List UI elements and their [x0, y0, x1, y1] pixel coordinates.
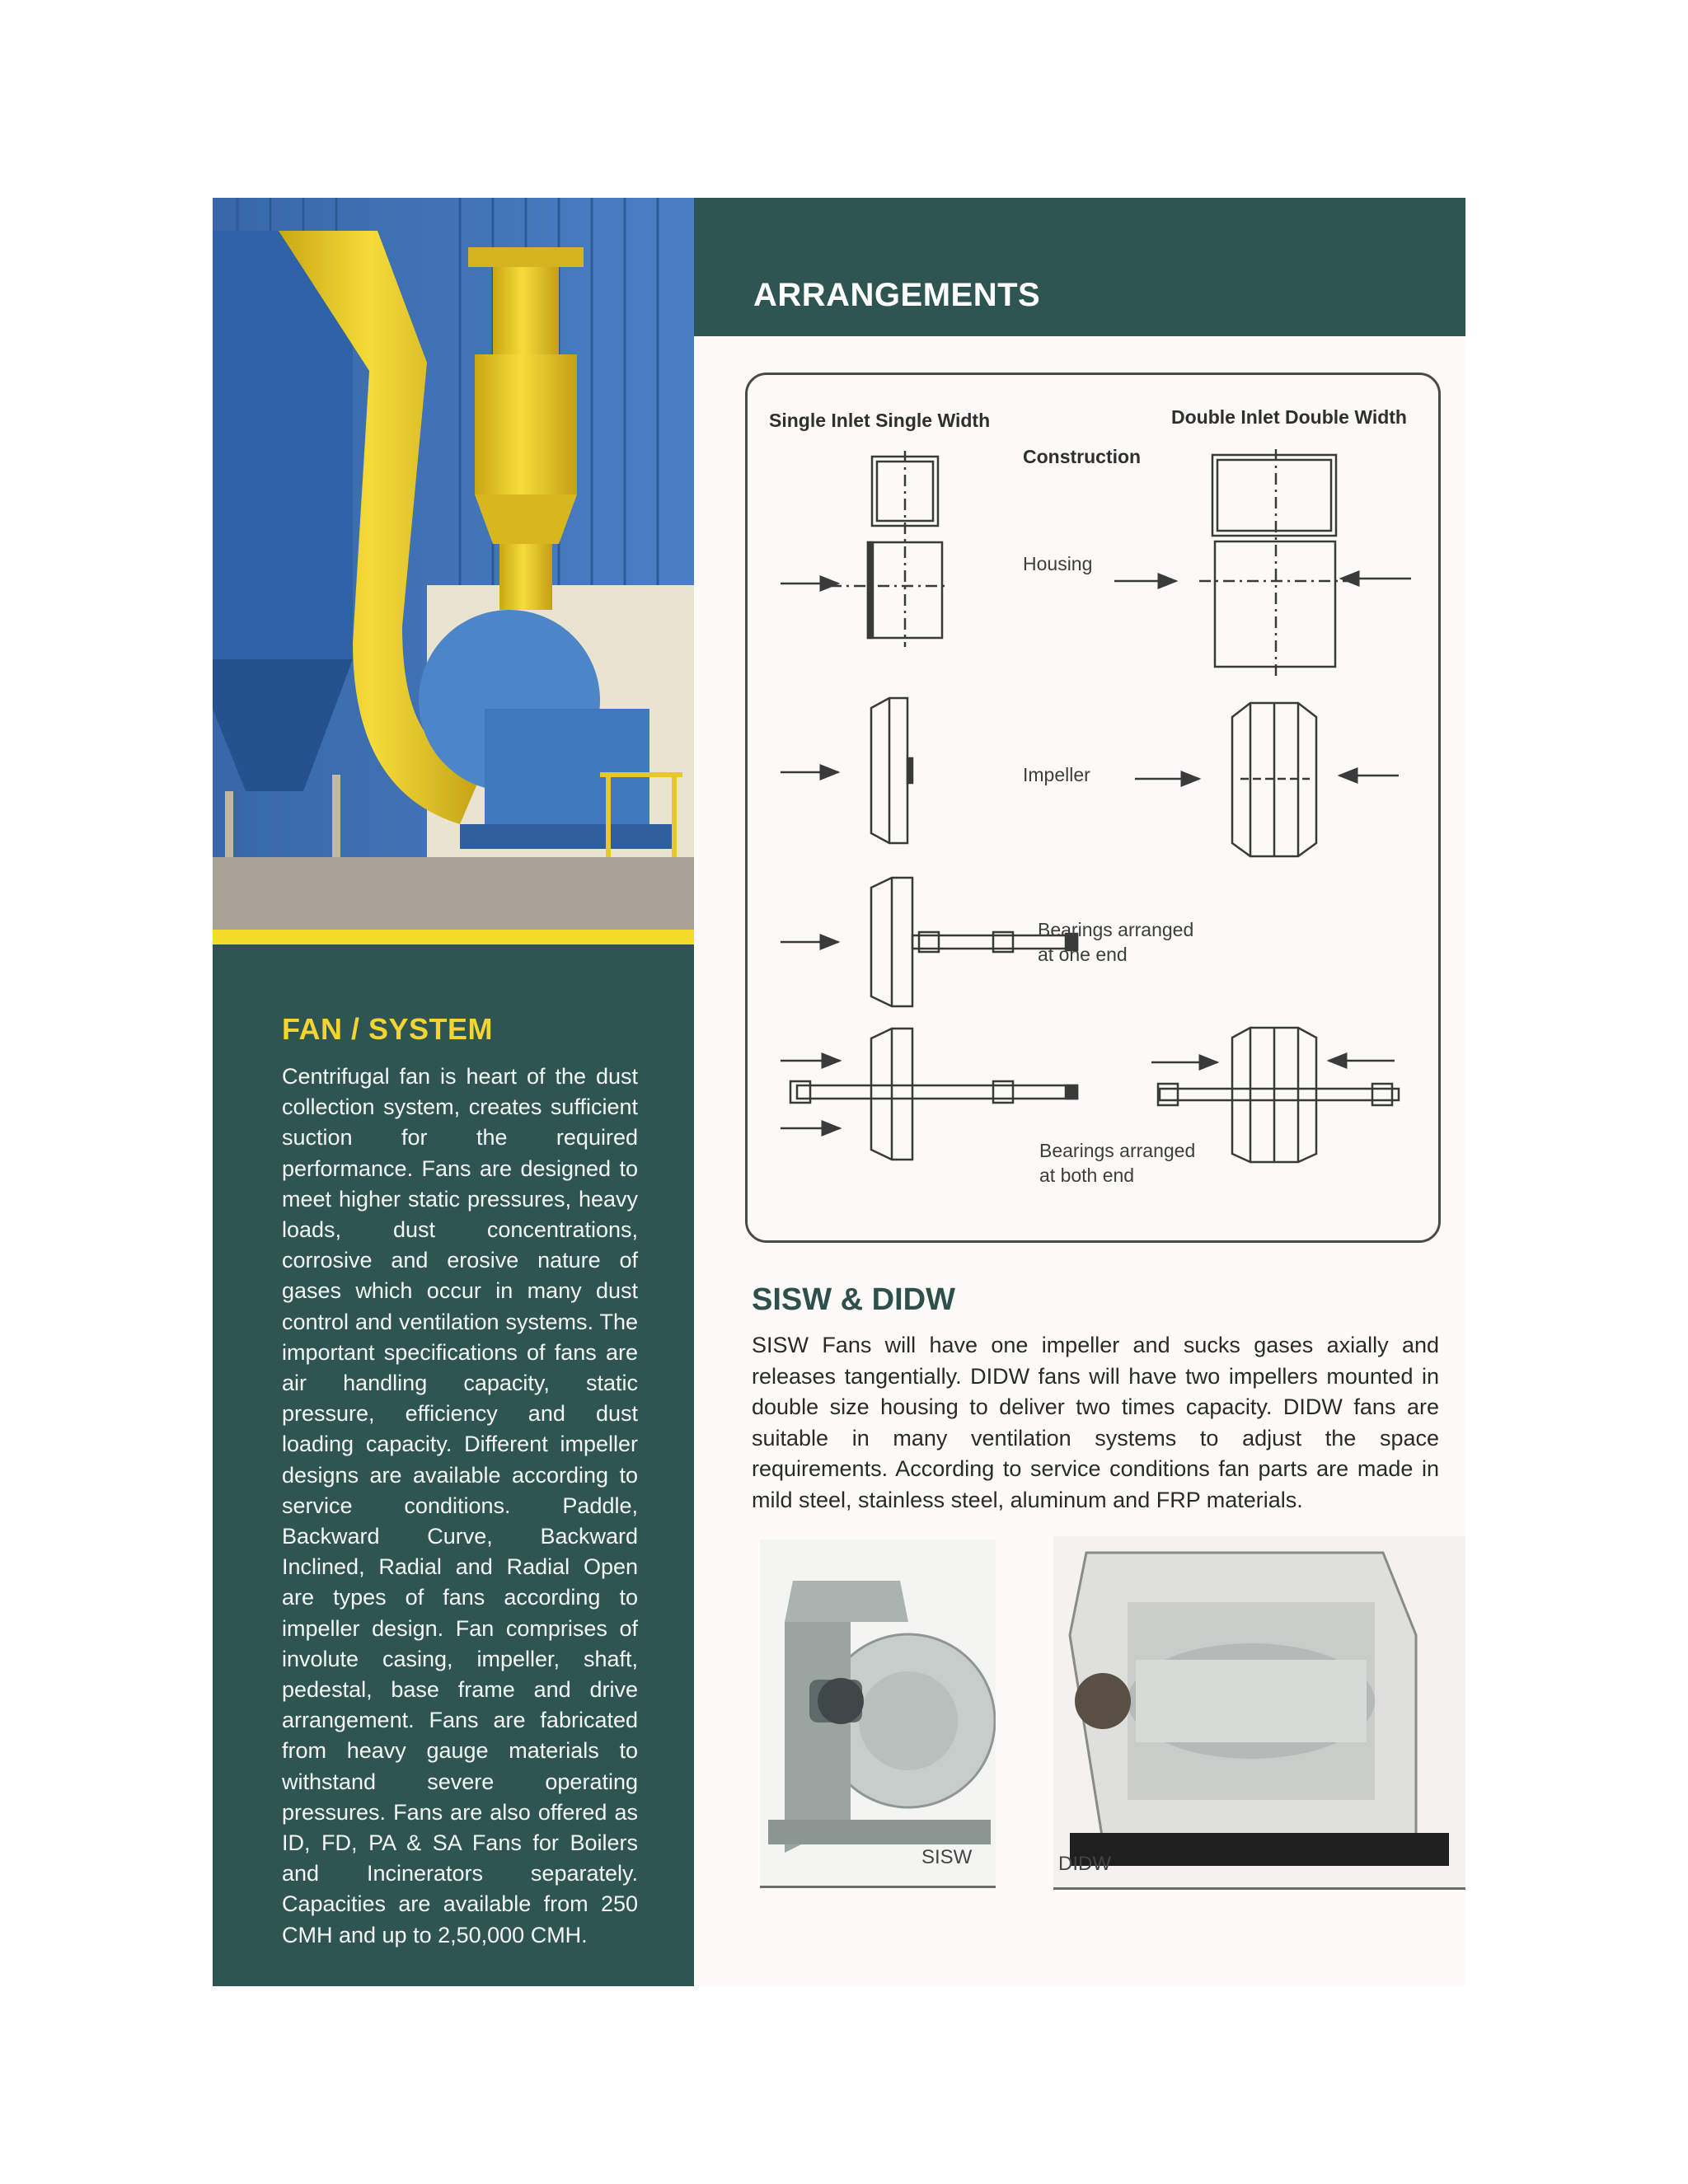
didw-housing-drawing	[1114, 449, 1411, 677]
bearings-one-end-label-line1: Bearings arranged	[1038, 919, 1194, 940]
arrangements-diagram	[745, 373, 1441, 1243]
sisw-didw-title: SISW & DIDW	[752, 1282, 955, 1317]
didw-fan-photo	[1053, 1536, 1465, 1890]
fan-system-title: FAN / SYSTEM	[282, 1012, 494, 1046]
didw-caption: DIDW	[1058, 1853, 1111, 1875]
housing-label: Housing	[1023, 553, 1093, 574]
didw-impeller-drawing	[1135, 703, 1399, 856]
fan-system-body: Centrifugal fan is heart of the dust collection system, creates sufficient suction for the required performance. Fans are designed to meet higher static pressures, heavy loads, dust concentrations, corrosive and erosive nature of gases which occur in many dust control and ventilation systems. The important specifications of fans are air handling capacity, static pressure, efficiency and dust loading capacity. Different impeller designs are available according to service conditions. Paddle, Backward Curve, Backward Inclined, Radial and Radial Open are types of fans according to impeller design. Fan comprises of involute casing, impeller, shaft, pedestal, base frame and drive arrangement. Fans are fabricated from heavy gauge materials to withstand severe operating pressures. Fans are also offered as ID, FD, PA & SA Fans for Boilers and Incinerators separately. Capacities are available from 250 CMH and up to 2,50,000 CMH.	[282, 1064, 638, 1947]
yellow-divider	[213, 930, 694, 944]
brochure-page	[213, 198, 1465, 1986]
bearings-both-end-label-line2: at both end	[1039, 1165, 1135, 1186]
sisw-caption: SISW	[921, 1846, 973, 1868]
sisw-column-label: Single Inlet Single Width	[769, 410, 991, 431]
sisw-bearing-both-end-drawing	[781, 1029, 1077, 1160]
construction-label: Construction	[1023, 446, 1142, 467]
bearings-both-end-label-line1: Bearings arranged	[1039, 1140, 1196, 1161]
sisw-didw-body: SISW Fans will have one impeller and sucks gases axially and releases tangentially. DIDW fans will have two impellers mounted in double size housing to deliver two times capacity. DIDW fans are suitable in many ventilation systems to adjust the space requirements. According to service conditions fan parts are made in mild steel, stainless steel, aluminum and FRP materials.	[752, 1333, 1439, 1512]
didw-column-label: Double Inlet Double Width	[1171, 406, 1407, 428]
sisw-housing-drawing	[781, 451, 945, 647]
impeller-label: Impeller	[1023, 764, 1090, 785]
sisw-fan-photo	[760, 1540, 996, 1888]
sisw-impeller-drawing	[781, 698, 912, 843]
sisw-bearing-one-end-drawing	[781, 878, 1077, 1006]
left-column	[213, 198, 694, 1986]
arrangements-banner	[694, 198, 1465, 336]
fan-system-section	[282, 1012, 638, 1951]
dust-collector-photo	[213, 198, 694, 930]
bearings-one-end-label-line2: at one end	[1038, 944, 1128, 965]
arrangements-title: ARRANGEMENTS	[753, 277, 1041, 313]
